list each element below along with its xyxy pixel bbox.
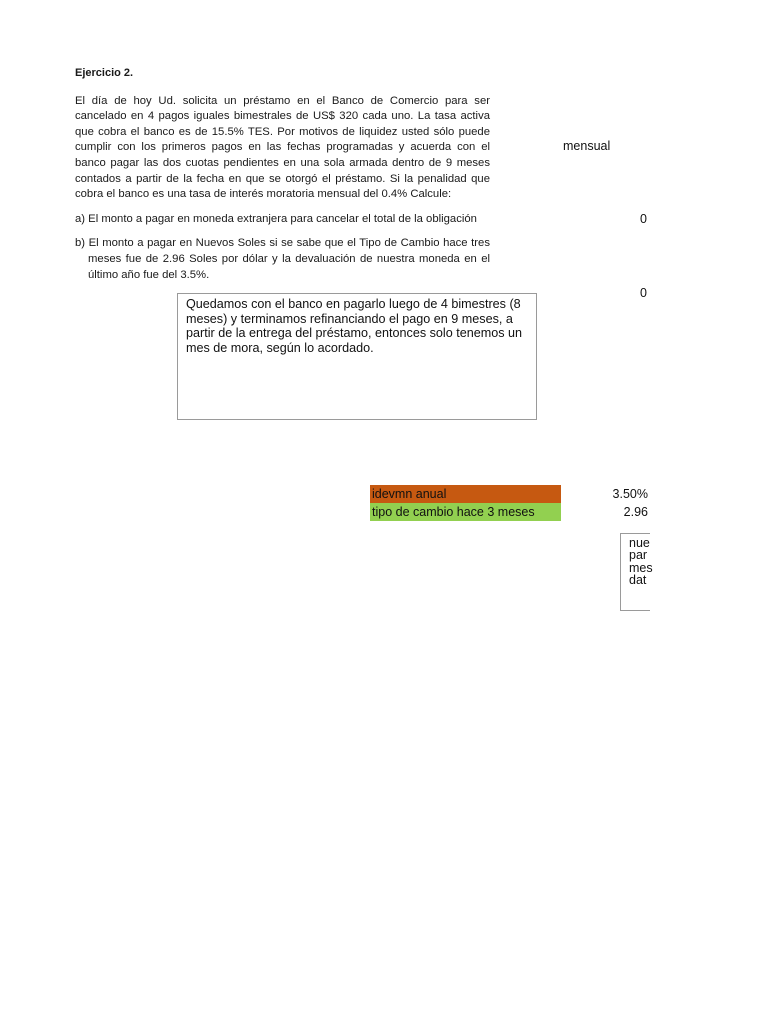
clipped-note-line: dat (629, 573, 647, 588)
clipped-note-line: mes (629, 560, 653, 575)
exercise-image (75, 66, 490, 283)
exercise-item-b: b) El monto a pagar en Nuevos Soles si se sabe que el Tipo de Cambio hace tres meses fue de 2.96 Soles por dólar y la devaluación de nuestra moneda en el último año fue del 3.5%. (75, 237, 490, 281)
cell-idevmn-label[interactable]: idevmn anual (370, 485, 561, 503)
clipped-note-textbox[interactable] (620, 533, 653, 611)
clipped-note-line: par (629, 548, 648, 563)
cell-value-zero[interactable]: 0 (640, 212, 647, 226)
cell-value-zero[interactable]: 0 (640, 286, 647, 300)
exercise-item-a: a) El monto a pagar en moneda extranjera para cancelar el total de la obligación (75, 212, 477, 225)
note-textbox[interactable]: Quedamos con el banco en pagarlo luego de 4 bimestres (8 meses) y terminamos refinanciando el pago en 9 meses, a partir de la entrega del préstamo, entonces solo tenemos un mes de mora, según lo acordado. (177, 293, 537, 420)
cell-idevmn-value[interactable]: 3.50% (612, 487, 648, 501)
cell-mensual[interactable]: mensual (563, 139, 611, 153)
exercise-title: Ejercicio 2. (75, 67, 134, 79)
cell-exchange-rate-value[interactable]: 2.96 (623, 505, 648, 519)
cell-exchange-rate-label[interactable]: tipo de cambio hace 3 meses (370, 503, 561, 521)
clipped-note-line: nue (629, 536, 650, 550)
exercise-paragraph: El día de hoy Ud. solicita un préstamo en el Banco de Comercio para ser cancelado en 4 pagos iguales bimestrales de US$ 320 cada uno. La tasa activa que cobra el banco es de 15.5% TES. Por motivos de liquidez usted sólo puede cumplir con los primeros pagos en las fechas programadas y acuerda con el banco pagar las dos cuotas pendientes en una sola armada dentro de 9 meses contados a partir de la fecha en que se otorgó el préstamo. Si la penalidad que cobra el banco es una tasa de interés moratoria mensual del 0.4% Calcule: (75, 94, 490, 201)
